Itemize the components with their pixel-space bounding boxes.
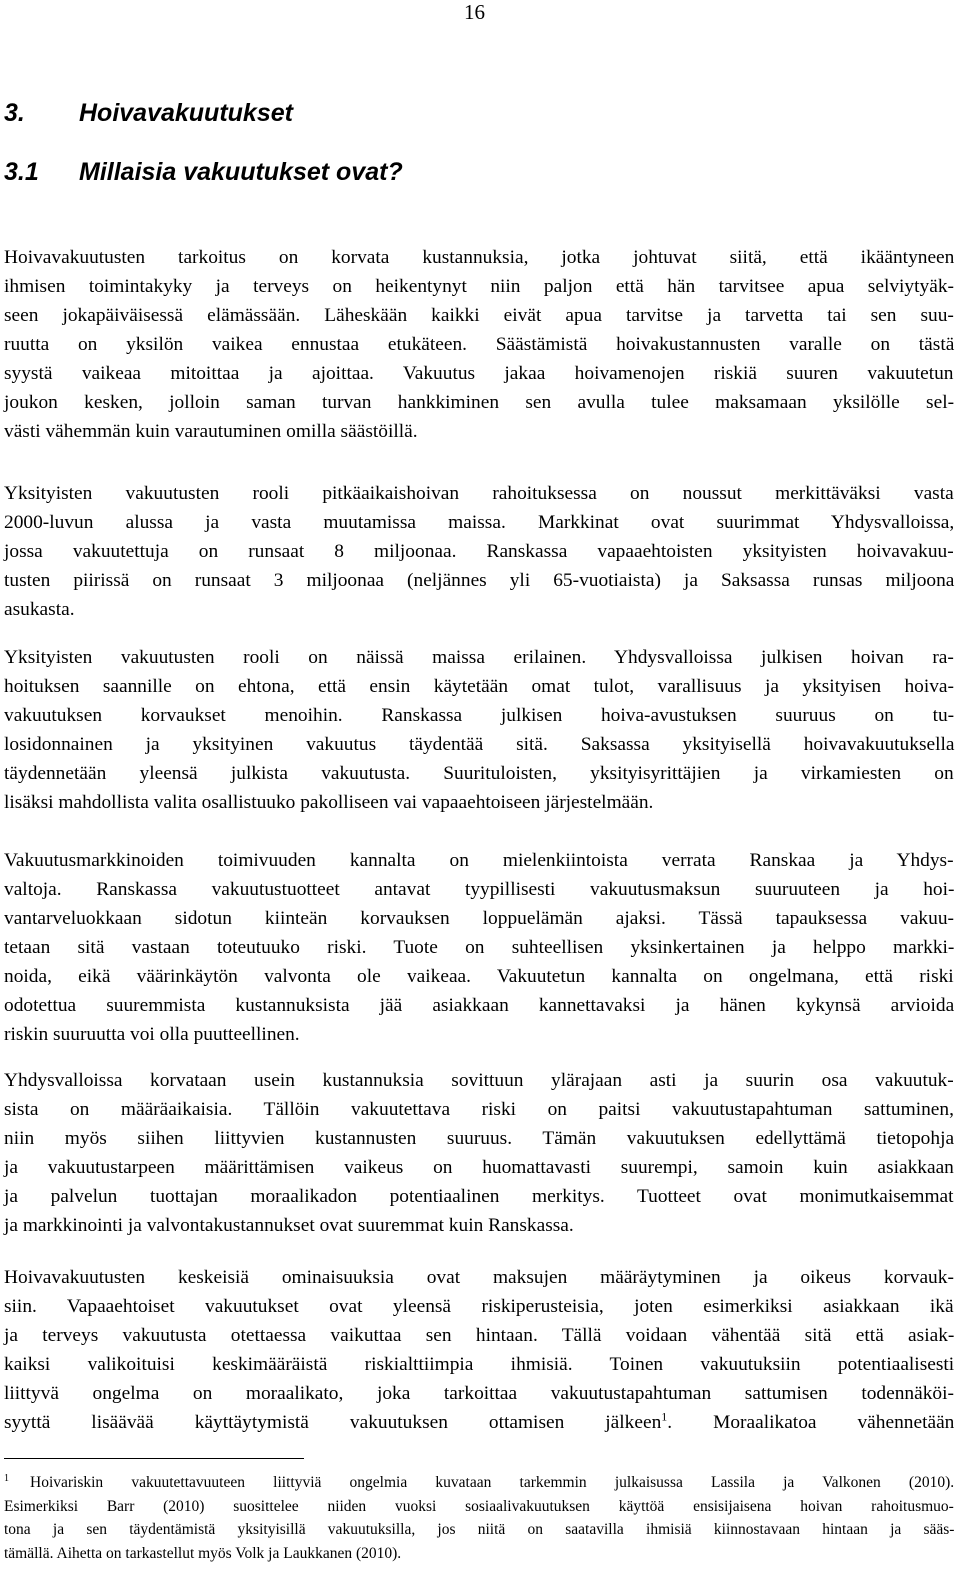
text-line: ja terveys vakuutusta otettaessa vaikuttaa sen hintaan. Tällä voidaan vähentää sitä että asiak- [4,1325,955,1346]
section-number: 3.1 [4,158,39,186]
text-line: jossa vakuutettuja on runsaat 8 miljoonaa. Ranskassa vapaaehtoisten yksityisten hoivavakuu- [4,541,954,562]
chapter-title: Hoivavakuutukset [79,99,293,127]
text-line: ruutta on yksilön vaikea ennustaa etukäteen. Säästämistä hoivakustannusten varalle on tästä [4,334,955,355]
paragraph-4 [4,846,954,1049]
text-line: vakuutuksen korvaukset menoihin. Ranskassa julkisen hoiva-avustuksen suuruus on tu- [4,705,955,726]
page-number: 16 [464,0,485,24]
section-heading [4,157,403,187]
text-line: odotettua suuremmista kustannuksista jää asiakkaan kannettavaksi ja hänen kykynsä arvioida [4,995,955,1016]
text-line: hoituksen saannille on ehtona, että ensin käytetään omat tulot, varallisuus ja yksityisen hoiva- [4,676,954,697]
text-line: Hoivavakuutusten keskeisiä ominaisuuksia ovat maksujen määräytyminen ja oikeus korvauk- [4,1267,954,1288]
text-line-with-footnote-ref [4,1408,954,1437]
text-line: ja vakuutustarpeen määrittämisen vaikeus on huomattavasti suurempi, samoin kuin asiakkaan [4,1157,954,1178]
text-fragment: . Moraalikatoa vähennetään [667,1412,955,1433]
footnote-line: Esimerkiksi Barr (2010) suosittelee niiden vuoksi sosiaalivakuutuksen käyttöä ensisijaisena hoivan rahoitusmuo- [4,1497,954,1515]
text-line: niin myös siihen liittyvien kustannusten suuruus. Tämän vakuutuksen edellyttämä tietopohja [4,1128,955,1149]
text-fragment: syyttä lisäävää käyttäytymistä vakuutuksen ottamisen jälkeen [4,1412,662,1433]
text-line: Yksityisten vakuutusten rooli pitkäaikaishoivan rahoituksessa on noussut merkittäväksi vasta [4,483,954,504]
footnote [4,1471,954,1565]
paragraph-6 [4,1263,954,1437]
footnote-separator [4,1458,304,1459]
text-line: riskin suuruutta voi olla puutteellinen. [4,1024,300,1045]
paragraph-3 [4,643,954,817]
text-line: asukasta. [4,599,75,620]
text-line: tetaan sitä vastaan toteutuuko riski. Tuote on suhteellisen yksinkertainen ja helppo markki- [4,937,955,958]
text-line: täydennetään yleensä julkista vakuutusta. Suurituloisten, yksityisyrittäjien ja virkamiesten on [4,763,954,784]
text-line: lisäksi mahdollista valita osallistuuko pakolliseen vai vapaaehtoiseen järjestelmään. [4,792,654,813]
text-line: vantarveluokkaan sidotun kiinteän korvauksen loppuelämän ajaksi. Tässä tapauksessa vakuu- [4,908,954,929]
chapter-heading [4,98,293,128]
text-line: noida, eikä väärinkäytön valvonta ole vaikeaa. Vakuutetun kannalta on ongelmana, että riski [4,966,954,987]
text-line: seen jokapäiväisessä elämässään. Läheskään kaikki eivät apua tarvitse ja tarvetta tai sen suu- [4,305,954,326]
section-title: Millaisia vakuutukset ovat? [79,158,403,186]
text-line: västi vähemmän kuin varautuminen omilla säästöillä. [4,421,418,442]
footnote-line: tämällä. Aihetta on tarkastellut myös Volk ja Laukkanen (2010). [4,1544,402,1562]
text-line: ihmisen toimintakyky ja terveys on heikentynyt niin paljon että hän tarvitsee apua selviytyäk- [4,276,954,297]
text-line: syystä vaikeaa mitoittaa ja ajoittaa. Vakuutus jakaa hoivamenojen riskiä suuren vakuutetun [4,363,954,384]
text-line: joukon kesken, jolloin saman turvan hankkiminen sen avulla tulee maksamaan yksilölle sel- [4,392,955,413]
text-line: Yhdysvalloissa korvataan usein kustannuksia sovittuun ylärajaan asti ja suurin osa vakuutuk- [4,1070,954,1091]
text-line: tusten piirissä on runsaat 3 miljoonaa (neljännes yli 65-vuotiaista) ja Saksassa runsas miljoona [4,570,955,591]
text-line: Yksityisten vakuutusten rooli on näissä maissa erilainen. Yhdysvalloissa julkisen hoivan ra- [4,647,954,668]
paragraph-1 [4,243,954,446]
text-line: kaiksi valikoituisi keskimääräistä riskialttiimpia ihmisiä. Toinen vakuutuksiin potentiaalisesti [4,1354,955,1375]
text-line: Hoivavakuutusten tarkoitus on korvata kustannuksia, jotka johtuvat siitä, että ikääntyneen [4,247,955,268]
footnote-line: 1 Hoivariskin vakuutettavuuteen liittyviä ongelmia kuvataan tarkemmin julkaisussa Lassila ja Valkonen (2010). [4,1472,955,1491]
paragraph-5 [4,1066,954,1240]
text-line: sista on määräaikaisia. Tällöin vakuutettava riski on paitsi vakuutustapahtuman sattuminen, [4,1099,954,1120]
paragraph-2 [4,479,954,624]
footnote-reference[interactable]: 1 [661,1409,668,1424]
footnote-line: tona ja sen täydentämistä yksityisillä vakuutuksilla, jos niitä on saatavilla ihmisiä kiinnostavaan hintaan ja sääs- [4,1521,955,1538]
text-line: liittyvä ongelma on moraalikato, joka tarkoittaa vakuutustapahtuman sattumisen todennäköi- [4,1383,954,1404]
text-line: Vakuutusmarkkinoiden toimivuuden kannalta on mielenkiintoista verrata Ranskaa ja Yhdys- [4,850,954,871]
footnote-text: Hoivariskin vakuutettavuuteen liittyviä ongelmia kuvataan tarkemmin julkaisussa Lassila ja Valkonen (2010). [30,1474,955,1491]
chapter-number: 3. [4,99,25,127]
text-line: siin. Vapaaehtoiset vakuutukset ovat yleensä riskiperusteisia, joten esimerkiksi asiakkaan ikä [4,1296,954,1317]
text-line: 2000-luvun alussa ja vasta muutamissa maissa. Markkinat ovat suurimmat Yhdysvalloissa, [4,512,955,533]
text-line: ja markkinointi ja valvontakustannukset ovat suuremmat kuin Ranskassa. [4,1215,574,1236]
text-line: ja palvelun tuottajan moraalikadon potentiaalinen merkitys. Tuotteet ovat monimutkaisemmat [4,1186,954,1207]
text-line: valtoja. Ranskassa vakuutustuotteet antavat tyypillisesti vakuutusmaksun suuruuteen ja hoi- [4,879,955,900]
text-line: losidonnainen ja yksityinen vakuutus täydentää sitä. Saksassa yksityisellä hoivavakuutuksella [4,734,955,755]
